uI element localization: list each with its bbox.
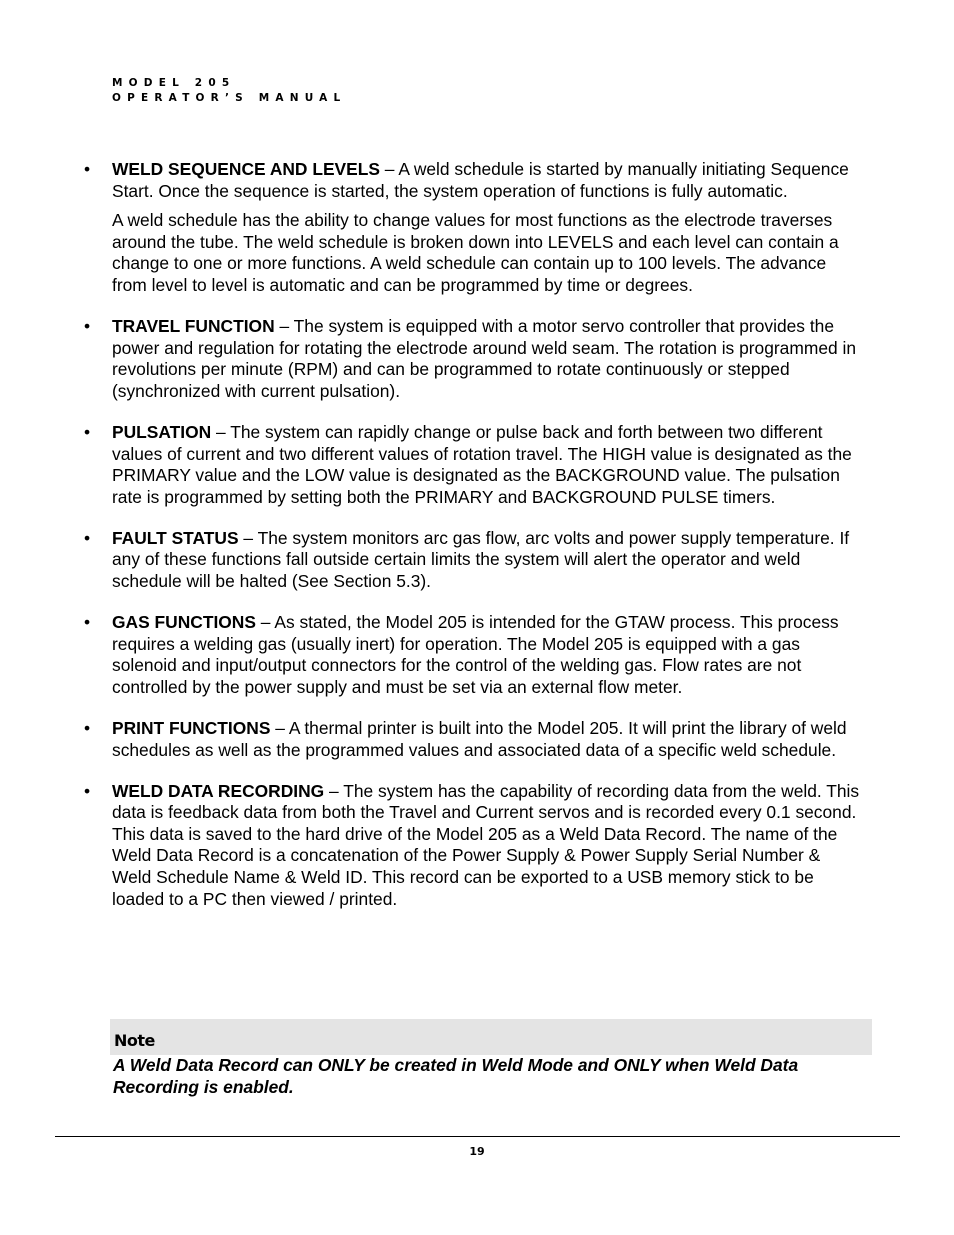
bullet-icon: • xyxy=(84,527,91,548)
item-separator: – xyxy=(270,717,289,738)
bullet-icon: • xyxy=(84,316,91,337)
item-text: As stated, the Model 205 is intended for the GTAW process. This process requires a welding gas (usually inert) for operation. The Model 205 is equipped with a gas solenoid and input/output connectors for the control of the welding gas. Flow rates are not controlled by the power supply and must be set via an external flow meter. xyxy=(112,612,839,697)
running-header xyxy=(112,76,346,106)
list-item-weld-data-recording xyxy=(84,781,864,911)
list-item-travel-function xyxy=(84,316,864,402)
item-term: WELD DATA RECORDING xyxy=(112,780,325,801)
item-term: PULSATION xyxy=(112,421,212,442)
item-extra-paragraph: A weld schedule has the ability to change values for most functions as the electrode traverses around the tube. The weld schedule is broken down into LEVELS and each level can contain a change to one or more functions. A weld schedule can contain up to 100 levels. The advance from level to level is automatic and can be programmed by time or degrees. xyxy=(112,210,839,295)
item-term: WELD SEQUENCE AND LEVELS xyxy=(112,159,380,179)
item-text: The system is equipped with a motor servo controller that provides the power and regulation for rotating the electrode around weld seam. The rotation is programmed in revolutions per minute (RPM) and can be programmed to rotate continuously or stepped (synchronized with current pulsation). xyxy=(112,316,857,401)
list-item-weld-sequence xyxy=(84,159,864,297)
footer-divider xyxy=(55,1136,900,1137)
list-item-fault-status xyxy=(84,528,864,593)
bullet-icon: • xyxy=(84,159,91,179)
bullet-icon: • xyxy=(84,717,91,738)
item-separator: – xyxy=(274,316,294,337)
bullet-icon: • xyxy=(84,780,91,801)
item-text: A thermal printer is built into the Model 205. It will print the library of weld schedules as well as the programmed values and associated data of a specific weld schedule. xyxy=(112,717,847,760)
item-text: The system monitors arc gas flow, arc volts and power supply temperature. If any of these functions fall outside certain limits the system will alert the operator and weld schedule will be halted (See Section 5.3). xyxy=(112,527,850,591)
note-title: Note xyxy=(110,1019,872,1055)
item-separator: – xyxy=(324,780,344,801)
note-box xyxy=(110,1019,872,1098)
item-text: The system can rapidly change or pulse back and forth between two different values of current and two different values of rotation travel. The HIGH value is designated as the PRIMARY value and the LOW value is designated as the BACKGROUND value. The pulsation rate is programmed by setting both the PRIMARY and BACKGROUND PULSE timers. xyxy=(112,421,852,507)
list-item-gas-functions xyxy=(84,612,864,698)
item-term: TRAVEL FUNCTION xyxy=(112,316,275,337)
page-number: 19 xyxy=(469,1145,485,1158)
item-separator: – xyxy=(379,159,399,179)
item-separator: – xyxy=(238,527,258,548)
item-term: FAULT STATUS xyxy=(112,527,239,548)
item-separator: – xyxy=(211,421,231,442)
item-text: The system has the capability of recording data from the weld. This data is feedback data from both the Travel and Current servos and is recorded every 0.1 second. This data is saved to the hard drive of the Model 205 as a Weld Data Record. The name of the Weld Data Record is a concatenation of the Power Supply & Power Supply Serial Number & Weld Schedule Name & Weld ID. This record can be exported to a USB memory stick to be loaded to a PC then viewed / printed. xyxy=(112,780,860,909)
bullet-icon: • xyxy=(84,421,91,442)
bullet-icon: • xyxy=(84,612,91,633)
item-text: A weld schedule is started by manually initiating Sequence Start. Once the sequence is started, the system operation of functions is fully automatic. xyxy=(112,159,849,201)
header-model: MODEL 205 xyxy=(112,77,236,89)
header-manual-title: OPERATOR’S MANUAL xyxy=(112,92,347,104)
item-term: GAS FUNCTIONS xyxy=(112,612,256,633)
note-text: A Weld Data Record can ONLY be created in Weld Mode and ONLY when Weld Data Recording is enabled. xyxy=(113,1055,799,1097)
feature-list xyxy=(84,159,864,930)
item-term: PRINT FUNCTIONS xyxy=(112,717,271,738)
list-item-pulsation xyxy=(84,422,864,508)
list-item-print-functions xyxy=(84,718,864,761)
item-separator: – xyxy=(255,612,275,633)
